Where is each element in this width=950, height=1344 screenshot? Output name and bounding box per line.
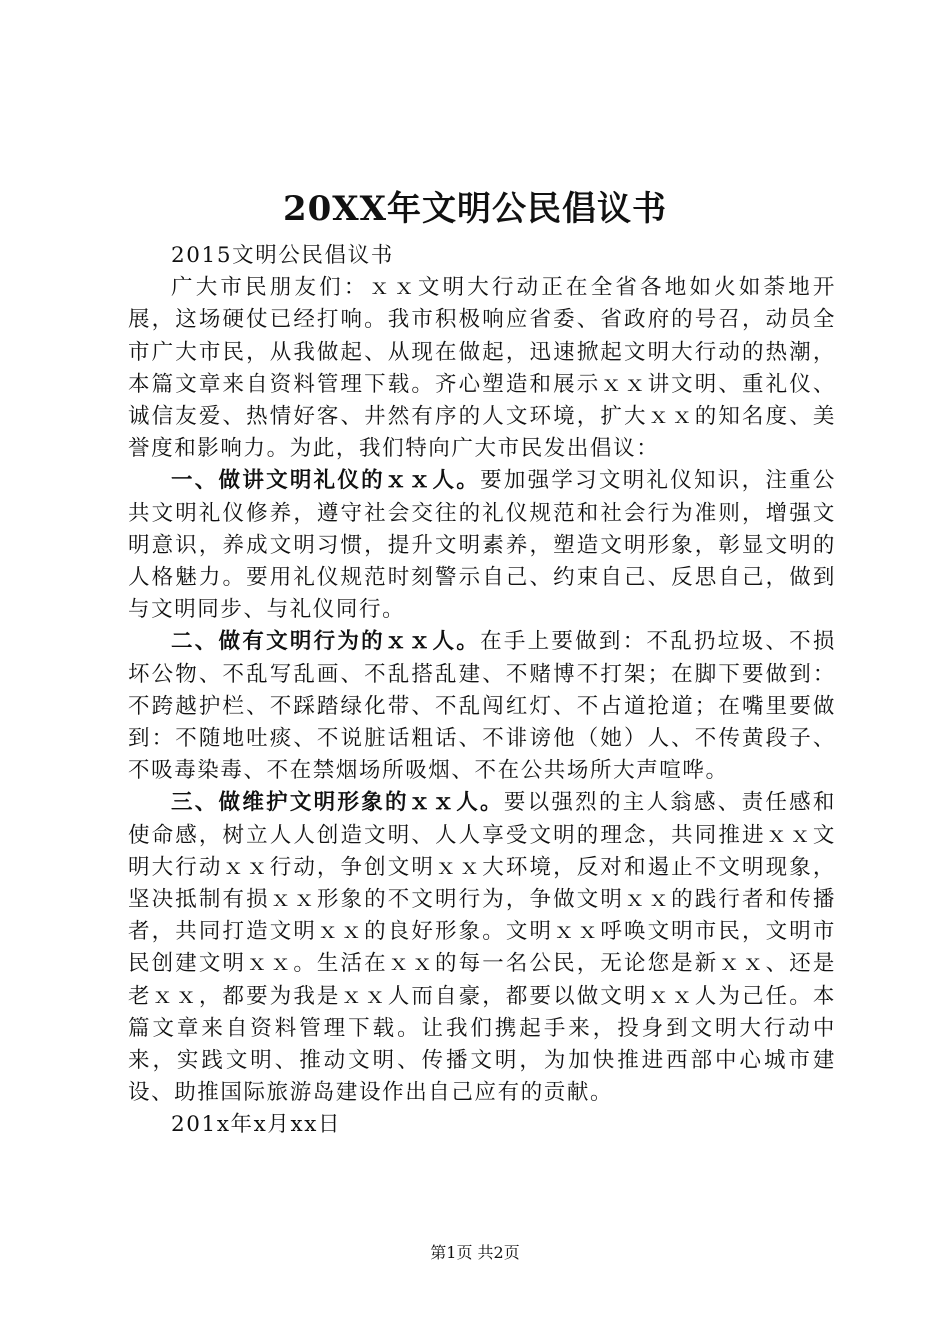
document-title: 20XX年文明公民倡议书 [282,189,668,229]
document-date: 201x年x月xx日 [171,1112,342,1138]
intro-paragraph: 广大市民朋友们：ｘｘ文明大行动正在全省各地如火如荼地开展，这场硬仗已经打响。我市积极响应省委、省政府的号召，动员全市广大市民，从我做起、从现在做起，迅速掀起文明大行动的热潮，本篇文章来自资料管理下载。齐心塑造和展示ｘｘ讲文明、重礼仪、诚信友爱、热情好客、井然有序的人文环境，扩大ｘｘ的知名度、美誉度和影响力。为此，我们特向广大市民发出倡议： [128,275,836,462]
section-text: 要以强烈的主人翁感、责任感和使命感，树立人人创造文明、人人享受文明的理念，共同推进ｘｘ文明大行动ｘｘ行动，争创文明ｘｘ大环境，反对和遏止不文明现象，坚决抵制有损ｘｘ形象的不文明行为，争做文明ｘｘ的践行者和传播者，共同打造文明ｘｘ的良好形象。文明ｘｘ呼唤文明市民，文明市民创建文明ｘｘ。生活在ｘｘ的每一名公民，无论您是新ｘｘ、还是老ｘｘ，都要为我是ｘｘ人而自豪，都要以做文明ｘｘ人为己任。本篇文章来自资料管理下载。让我们携起手来，投身到文明大行动中来，实践文明、推动文明、传播文明，为加快推进西部中心城市建设、助推国际旅游岛建设作出自己应有的贡献。 [128,790,837,1106]
section-heading: 三、做维护文明形象的ｘｘ人。 [171,790,504,816]
document-subtitle: 2015文明公民倡议书 [171,243,394,268]
section-text: 要加强学习文明礼仪知识，注重公共文明礼仪修养，遵守社会交往的礼仪规范和社会行为准则，增强文明意识，养成文明习惯，提升文明素养，塑造文明形象，彰显文明的人格魅力。要用礼仪规范时刻警示自己、约束自己、反思自己，做到与文明同步、与礼仪同行。 [128,468,836,623]
section-heading: 二、做有文明行为的ｘｘ人。 [171,629,481,655]
section-paragraph [128,787,836,1109]
section-paragraph [128,465,836,626]
section-text: 在手上要做到：不乱扔垃圾、不损坏公物、不乱写乱画、不乱搭乱建、不赌博不打架；在脚下要做到：不跨越护栏、不踩踏绿化带、不乱闯红灯、不占道抢道；在嘴里要做到：不随地吐痰、不说脏话粗话、不诽谤他（她）人、不传黄段子、不吸毒染毒、不在禁烟场所吸烟、不在公共场所大声喧哗。 [128,629,836,784]
section-paragraph [128,626,836,787]
section-heading: 一、做讲文明礼仪的ｘｘ人。 [171,468,481,494]
page-footer: 第1页 共2页 [430,1243,520,1262]
document-body [128,240,836,1142]
